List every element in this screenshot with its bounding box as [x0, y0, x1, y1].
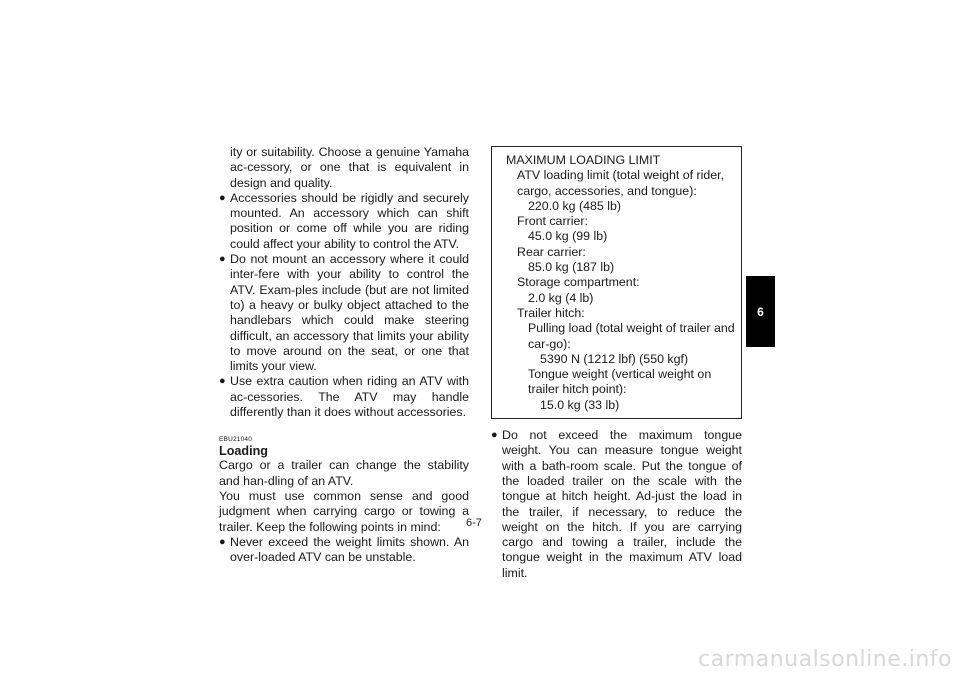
continuation-text: ity or suitability. Choose a genuine Yamaha ac-cessory, or one that is equivalent in design and quality. [230, 145, 469, 190]
storage-value: 2.0 kg (4 lb) [528, 290, 594, 305]
storage-label: Storage compartment: [517, 275, 640, 290]
bullet-text: Do not mount an accessory where it could inter-fere with your ability to control the ATV. Exam-ples include (but are not limited to) a heavy or bulky object attached to the handlebars which could make steering difficult, an accessory that limits your ability to move around on the seat, or one that limits your view. [230, 252, 469, 374]
chapter-tab: 6 [746, 276, 775, 347]
bullet-dot-icon: ● [491, 429, 498, 442]
watermark-logo: carmanualsonline.info [698, 647, 952, 672]
loading-para-1: Cargo or a trailer can change the stability and han-dling of an ATV. [219, 458, 469, 488]
rear-carrier-value: 85.0 kg (187 lb) [528, 260, 615, 275]
loading-para-2: You must use common sense and good judgment when carrying cargo or towing a trailer. Keep the following points in mind: [219, 488, 469, 534]
bullet-text: Do not exceed the maximum tongue weight. You can measure tongue weight with a bath-room scale. Put the tongue of the loaded trailer on the scale with the tongue at hitch height. Ad-just the load in the trailer, if necessary, to reduce the weight on the hitch. If you are carrying cargo and towing a trailer, include the tongue weight in the maximum ATV load limit. [502, 428, 742, 580]
atv-limit-value: 220.0 kg (485 lb) [528, 198, 621, 213]
bullet-text: Never exceed the weight limits shown. An over-loaded ATV can be unstable. [230, 534, 469, 565]
right-column [491, 146, 742, 581]
atv-limit-label: ATV loading limit (total weight of rider, cargo, accessories, and tongue): [517, 168, 725, 198]
pulling-load-label: Pulling load (total weight of trailer and car-go): [528, 321, 735, 351]
tongue-weight-label: Tongue weight (vertical weight on trailer hitch point): [528, 367, 712, 397]
front-carrier-value: 45.0 kg (99 lb) [528, 229, 608, 244]
bullet-dot-icon: ● [219, 375, 226, 388]
page-number: 6-7 [466, 517, 482, 529]
trailer-hitch-label: Trailer hitch: [517, 305, 585, 320]
bullet-accessory-interfere [219, 252, 469, 374]
rear-carrier-label: Rear carrier: [517, 244, 586, 259]
pulling-load-value: 5390 N (1212 lbf) (550 kgf) [540, 351, 689, 366]
bullet-text: Accessories should be rigidly and securely mounted. An accessory which can shift position or come off while you are riding could affect your ability to control the ATV. [230, 190, 469, 251]
bullet-tongue-weight [491, 428, 742, 581]
bullet-dot-icon: ● [219, 535, 226, 548]
maximum-loading-limit-box [491, 146, 742, 419]
bullet-never-exceed [219, 535, 469, 566]
bullet-accessories-mounted [219, 191, 469, 252]
left-column [219, 145, 469, 565]
section-heading: Loading [219, 444, 268, 459]
bullet-dot-icon: ● [219, 191, 226, 204]
bullet-dot-icon: ● [219, 253, 226, 266]
bullet-text: Use extra caution when riding an ATV with ac-cessories. The ATV may handle differently than it does without accessories. [230, 374, 469, 420]
tongue-weight-value: 15.0 kg (33 lb) [540, 397, 620, 412]
section-code: EBU21040 [219, 436, 253, 444]
front-carrier-label: Front carrier: [517, 214, 588, 229]
box-title: MAXIMUM LOADING LIMIT [506, 153, 661, 167]
bullet-extra-caution [219, 374, 469, 420]
